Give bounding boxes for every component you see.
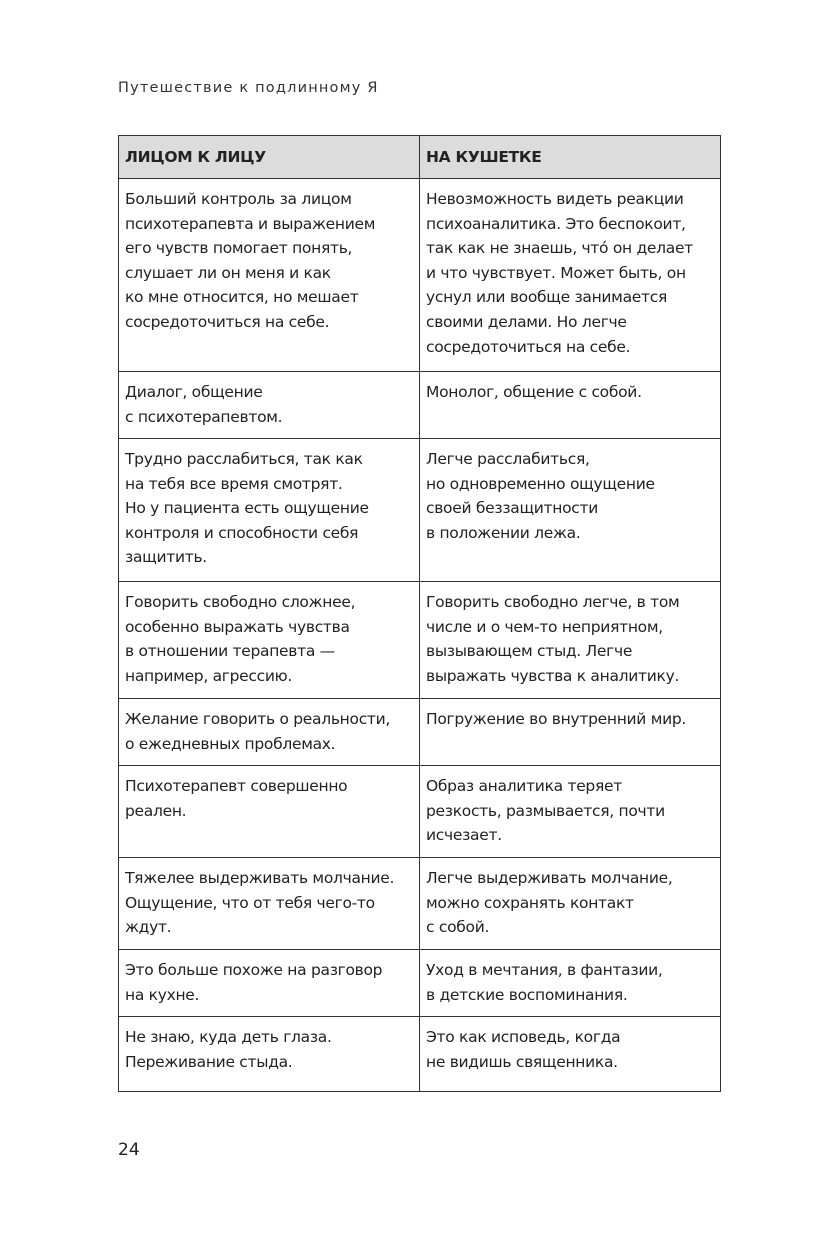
cell-face-to-face: Не знаю, куда деть глаза. Переживание стыда. — [119, 1017, 420, 1092]
cell-face-to-face: Трудно расслабиться, так как на тебя все время смотрят. Но у пациента есть ощущение контроля и способности себя защитить. — [119, 439, 420, 582]
cell-face-to-face: Желание говорить о реальности, о ежедневных проблемах. — [119, 699, 420, 766]
page-number: 24 — [118, 1140, 140, 1160]
table-row — [119, 766, 721, 858]
cell-on-couch: Легче расслабиться, но одновременно ощущение своей беззащитности в положении лежа. — [420, 439, 721, 582]
cell-on-couch: Погружение во внутренний мир. — [420, 699, 721, 766]
table-row — [119, 699, 721, 766]
table-header-row — [119, 136, 721, 179]
comparison-table — [118, 135, 721, 1092]
table-row — [119, 950, 721, 1017]
cell-on-couch: Образ аналитика теряет резкость, размывается, почти исчезает. — [420, 766, 721, 858]
cell-on-couch: Это как исповедь, когда не видишь священника. — [420, 1017, 721, 1092]
cell-on-couch: Легче выдерживать молчание, можно сохранять контакт с собой. — [420, 858, 721, 950]
cell-face-to-face: Больший контроль за лицом психотерапевта и выражением его чувств помогает понять, слушает ли он меня и как ко мне относится, но мешает сосредоточиться на себе. — [119, 179, 420, 372]
cell-face-to-face: Диалог, общение с психотерапевтом. — [119, 372, 420, 439]
cell-face-to-face: Психотерапевт совершенно реален. — [119, 766, 420, 858]
cell-on-couch: Уход в мечтания, в фантазии, в детские воспоминания. — [420, 950, 721, 1017]
cell-on-couch: Говорить свободно легче, в том числе и о чем-то неприятном, вызывающем стыд. Легче выражать чувства к аналитику. — [420, 582, 721, 699]
table-row — [119, 179, 721, 372]
header-face-to-face: ЛИЦОМ К ЛИЦУ — [119, 136, 420, 179]
running-header: Путешествие к подлинному Я — [118, 80, 379, 96]
table-row — [119, 858, 721, 950]
table-row — [119, 1017, 721, 1092]
cell-face-to-face: Говорить свободно сложнее, особенно выражать чувства в отношении терапевта — например, агрессию. — [119, 582, 420, 699]
table-row — [119, 439, 721, 582]
cell-face-to-face: Это больше похоже на разговор на кухне. — [119, 950, 420, 1017]
table-row — [119, 372, 721, 439]
table-row — [119, 582, 721, 699]
cell-face-to-face: Тяжелее выдерживать молчание. Ощущение, что от тебя чего-то ждут. — [119, 858, 420, 950]
cell-on-couch: Монолог, общение с собой. — [420, 372, 721, 439]
cell-on-couch: Невозможность видеть реакции психоаналитика. Это беспокоит, так как не знаешь, что́ он делает и что чувствует. Может быть, он уснул или вообще занимается своими делами. Но легче сосредоточиться на себе. — [420, 179, 721, 372]
header-on-couch: НА КУШЕТКЕ — [420, 136, 721, 179]
